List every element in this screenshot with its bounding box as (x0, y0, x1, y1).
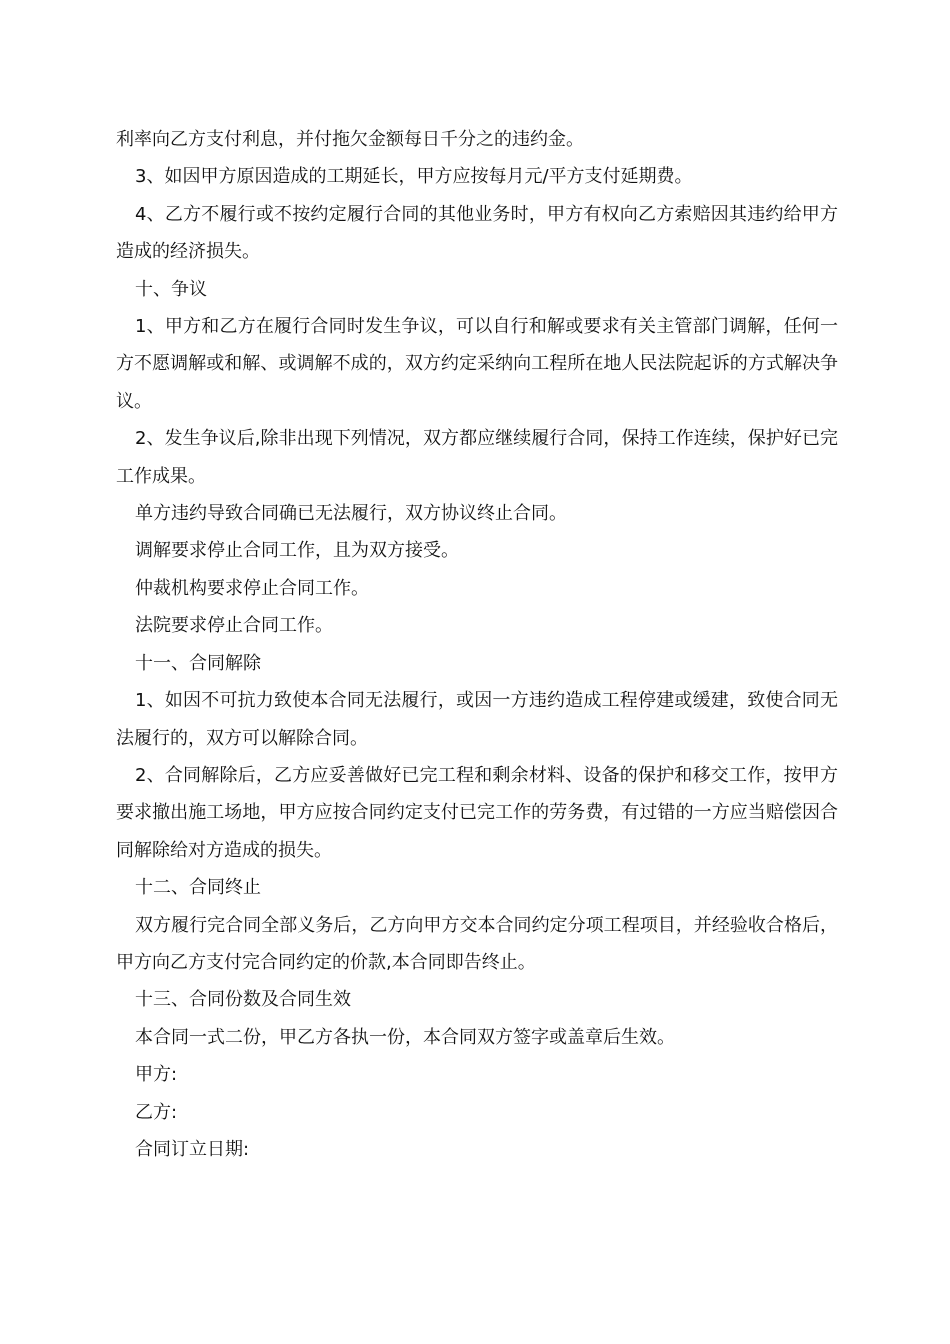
paragraph-dispute-resolution: 1、甲方和乙方在履行合同时发生争议，可以自行和解或要求有关主管部门调解，任何一方不愿调解或和解、或调解不成的，双方约定采纳向工程所在地人民法院起诉的方式解决争议。 (116, 316, 838, 412)
signature-party-b: 乙方: (135, 1101, 178, 1123)
section-heading-termination-rescission: 十一、合同解除 (135, 652, 261, 674)
paragraph-copies-effect: 本合同一式二份，甲乙方各执一份，本合同双方签字或盖章后生效。 (135, 1026, 675, 1048)
paragraph-breach-compensation: 4、乙方不履行或不按约定履行合同的其他业务时，甲方有权向乙方索赔因其违约给甲方造成的经济损失。 (116, 203, 838, 263)
section-heading-contract-end: 十二、合同终止 (135, 877, 261, 899)
list-item-condition-1: 单方违约导致合同确已无法履行，双方协议终止合同。 (135, 503, 567, 525)
document-body (116, 121, 838, 1168)
paragraph-interest-penalty: 利率向乙方支付利息，并付拖欠金额每日千分之的违约金。 (116, 129, 584, 150)
paragraph-force-majeure: 1、如因不可抗力致使本合同无法履行，或因一方违约造成工程停建或缓建，致使合同无法履行的，双方可以解除合同。 (116, 690, 838, 749)
section-heading-copies-effect: 十三、合同份数及合同生效 (135, 989, 351, 1011)
list-item-condition-4: 法院要求停止合同工作。 (135, 615, 333, 637)
list-item-condition-2: 调解要求停止合同工作，且为双方接受。 (135, 540, 459, 562)
paragraph-delay-fee: 3、如因甲方原因造成的工期延长，甲方应按每月元/平方支付延期费。 (135, 166, 693, 188)
signature-party-a: 甲方: (135, 1064, 178, 1086)
section-heading-dispute: 十、争议 (135, 278, 207, 300)
signature-date: 合同订立日期: (135, 1138, 250, 1160)
paragraph-contract-end: 双方履行完合同全部义务后，乙方向甲方交本合同约定分项工程项目，并经验收合格后，甲方向乙方支付完合同约定的价款,本合同即告终止。 (116, 914, 838, 973)
paragraph-continue-performance: 2、发生争议后,除非出现下列情况，双方都应继续履行合同，保持工作连续，保护好已完工作成果。 (116, 428, 838, 487)
paragraph-after-rescission: 2、合同解除后，乙方应妥善做好已完工程和剩余材料、设备的保护和移交工作，按甲方要求撤出施工场地，甲方应按合同约定支付已完工作的劳务费，有过错的一方应当赔偿因合同解除给对方造成的损失。 (116, 764, 838, 861)
list-item-condition-3: 仲裁机构要求停止合同工作。 (135, 577, 369, 599)
